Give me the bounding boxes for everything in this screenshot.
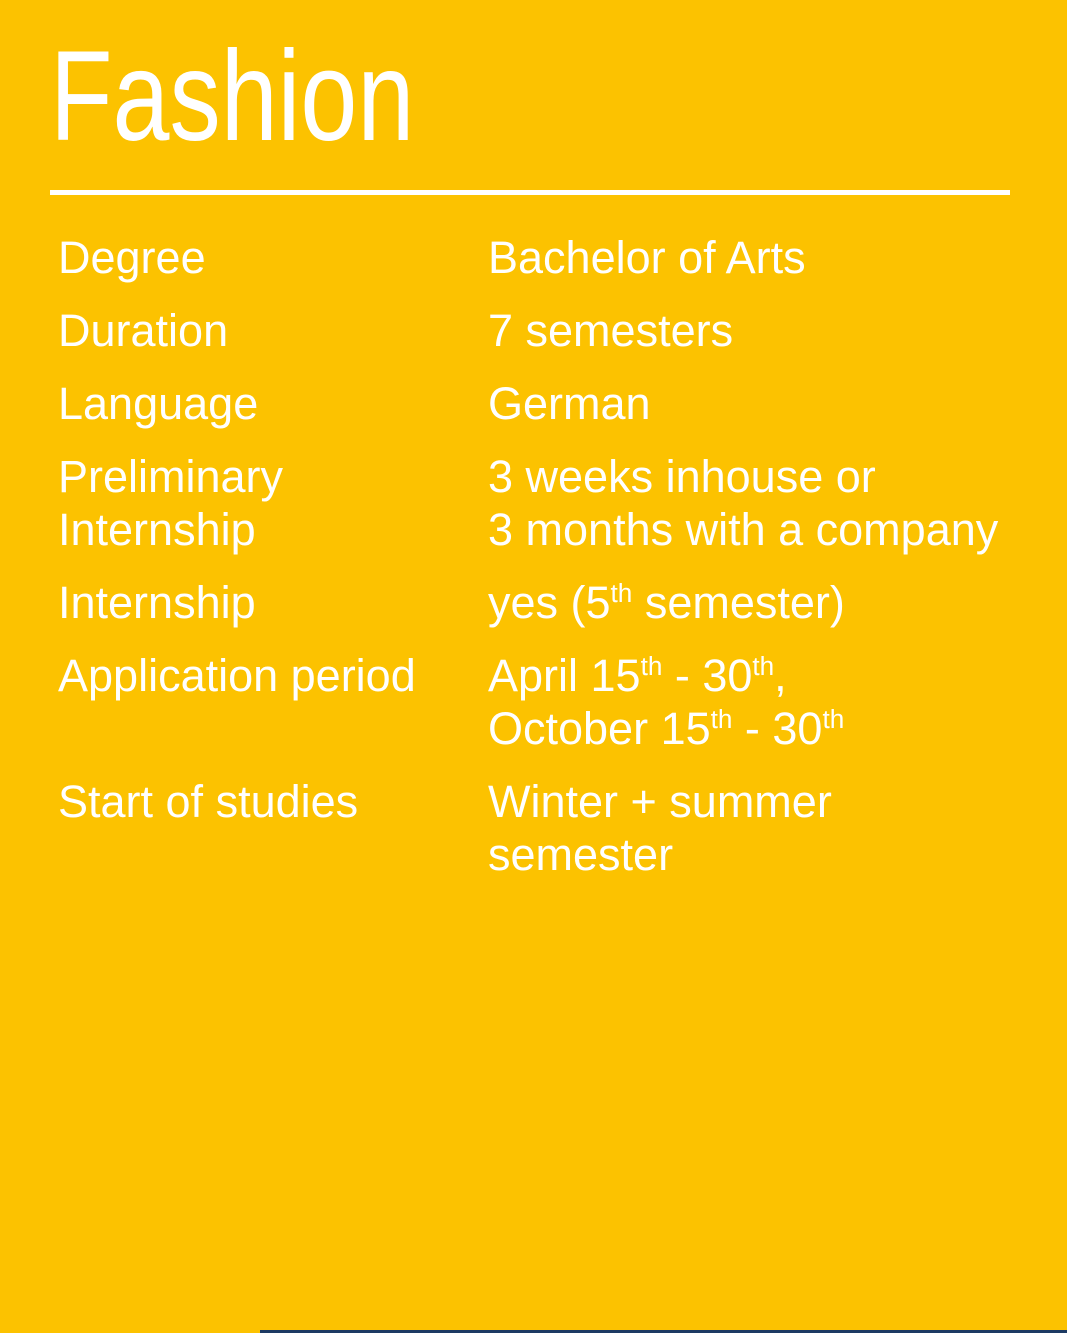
info-value-line — [488, 304, 733, 357]
info-value-line — [488, 775, 832, 828]
info-value-text: Bachelor of Arts — [488, 231, 806, 283]
info-value-text: semester — [488, 828, 674, 880]
ordinal-suffix: th — [610, 577, 633, 608]
info-value-text: - 30 — [732, 702, 823, 754]
info-row — [58, 775, 1067, 881]
info-value — [488, 304, 733, 357]
info-value-text: October 15 — [488, 702, 711, 754]
info-value-text: 3 weeks inhouse or — [488, 450, 876, 502]
info-label: Application period — [58, 649, 416, 701]
info-value-text: April 15 — [488, 649, 641, 701]
info-value — [488, 231, 806, 284]
info-value-text: 7 semesters — [488, 304, 734, 356]
info-row — [58, 649, 1067, 755]
info-row — [58, 231, 1067, 284]
info-label: Start of studies — [58, 775, 359, 827]
info-value-text: yes (5 — [488, 576, 611, 628]
info-label: Language — [58, 377, 259, 429]
info-value-line — [488, 231, 806, 284]
title-divider — [50, 190, 1010, 195]
info-label: Duration — [58, 304, 229, 356]
info-value — [488, 649, 844, 755]
ordinal-suffix: th — [822, 703, 845, 734]
info-label: Degree — [58, 231, 206, 283]
info-row — [58, 576, 1067, 629]
info-table — [58, 231, 1067, 881]
info-value-text: Winter + summer — [488, 775, 832, 827]
info-value-line — [488, 450, 998, 503]
info-value — [488, 576, 845, 629]
info-value-line — [488, 503, 998, 556]
info-value-text: semester) — [632, 576, 845, 628]
info-value — [488, 450, 998, 556]
info-value — [488, 377, 651, 430]
info-label: Preliminary Internship — [58, 450, 284, 555]
info-row — [58, 450, 1067, 556]
info-value — [488, 775, 832, 881]
ordinal-suffix: th — [752, 650, 775, 681]
info-value-line — [488, 702, 844, 755]
info-value-text: , — [774, 649, 787, 701]
info-row — [58, 377, 1067, 430]
info-value-line — [488, 828, 832, 881]
info-value-line — [488, 649, 844, 702]
info-value-line — [488, 377, 651, 430]
info-value-text: - 30 — [662, 649, 753, 701]
ordinal-suffix: th — [640, 650, 663, 681]
info-value-line — [488, 576, 845, 629]
info-value-text: German — [488, 377, 651, 429]
ordinal-suffix: th — [710, 703, 733, 734]
info-label: Internship — [58, 576, 256, 628]
info-row — [58, 304, 1067, 357]
page-title: Fashion — [50, 25, 415, 168]
info-value-text: 3 months with a company — [488, 503, 999, 555]
